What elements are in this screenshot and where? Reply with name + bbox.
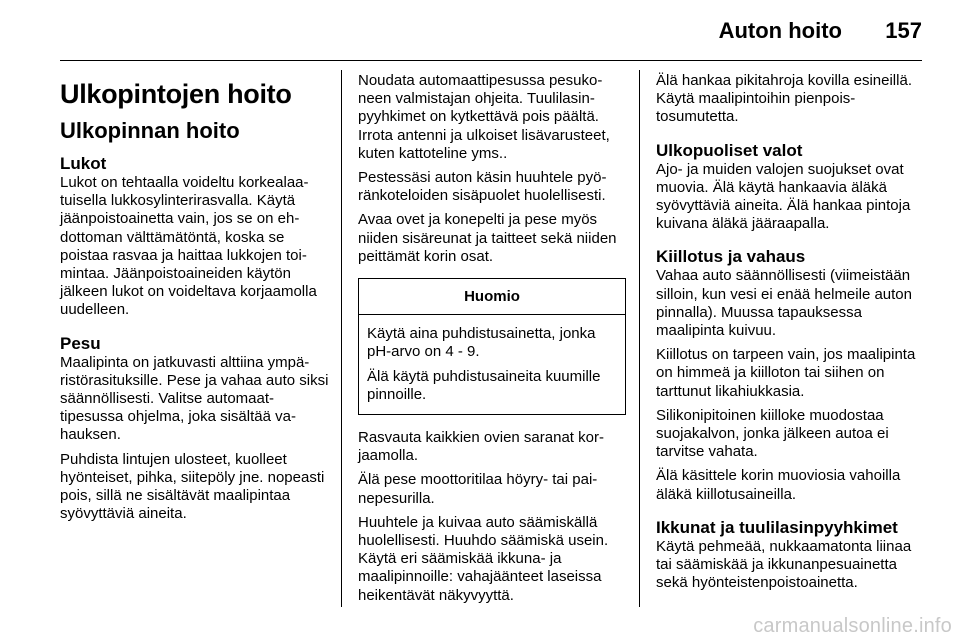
paragraph: Älä käsittele korin muoviosia vahoilla äläkä kiillotusaineilla. (656, 467, 901, 503)
watermark-text: carmanualsonline.info (753, 615, 952, 637)
page-number: 157 (885, 18, 922, 43)
paragraph: Pestessäsi auton käsin huuhtele pyöränkoteloiden sisäpuolet huolellisesti. (358, 169, 607, 205)
paragraph: Käytä pehmeää, nukkaamatonta liinaa tai säämiskää ja ikkunanpesuainetta sekä hyönteistenpoistoainetta. (656, 537, 912, 592)
notice-title: Huomio (359, 279, 625, 315)
subheading-ikkunat-ja-tuulilasinpyyhkimet: Ikkunat ja tuulilasinpyyhkimet (656, 517, 898, 537)
subheading-pesu: Pesu (60, 333, 101, 353)
column-divider-1 (341, 70, 342, 607)
paragraph: Puhdista lintujen ulosteet, kuolleet hyönteiset, pihka, siitepöly jne. nopeasti pois, sillä ne sisältävät maalipintaa syövyttäviä aineita. (60, 450, 325, 523)
subheading-lukot: Lukot (60, 154, 107, 173)
notice-box (358, 278, 626, 415)
paragraph: Avaa ovet ja konepelti ja pese myös niiden sisäreunat ja taitteet sekä niiden peittämät korin osat. (358, 211, 617, 265)
paragraph: Kiillotus on tarpeen vain, jos maalipinta on himmeä ja kiilloton tai siihen on tarttunut likahiukkasia. (656, 346, 916, 400)
section-heading: Ulkopinnan hoito (60, 118, 240, 143)
paragraph: Rasvauta kaikkien ovien saranat korjaamolla. (358, 429, 604, 465)
paragraph: Älä pese moottoritilaa höyry- tai painepesurilla. (358, 471, 598, 507)
chapter-heading: Ulkopintojen hoito (60, 79, 292, 109)
column-1 (60, 72, 330, 529)
header-title: Auton hoito (718, 18, 842, 43)
paragraph: Huuhtele ja kuivaa auto säämiskällä huolellisesti. Huuhdo säämiskä usein. Käytä eri säämiskää ikkuna- ja maalipinnoille: vahajäänteet laseissa heikentävät näkyvyyttä. (358, 513, 609, 604)
paragraph: Vahaa auto säännöllisesti (viimeistään silloin, kun vesi ei enää helmeile auton pinnalla). Muussa tapauksessa maalipinta kuivuu. (656, 267, 912, 340)
notice-paragraph: Käytä aina puhdistusainetta, jonka pH-arvo on 4 - 9. (367, 325, 596, 361)
subheading-ulkopuoliset-valot: Ulkopuoliset valot (656, 140, 803, 160)
notice-paragraph: Älä käytä puhdistusaineita kuumille pinnoille. (367, 367, 601, 403)
notice-body (359, 315, 625, 414)
subheading-kiillotus-ja-vahaus: Kiillotus ja vahaus (656, 247, 806, 267)
paragraph: Silikonipitoinen kiilloke muodostaa suojakalvon, jonka jälkeen autoa ei tarvitse vahata. (656, 406, 889, 461)
paragraph: Noudata automaattipesussa pesukoneen valmistajan ohjeita. Tuulilasinpyyhkimet on kytkettävä pois päältä. Irrota antenni ja ulkoiset lisävarusteet, kuten kattoteline yms.. (358, 72, 610, 162)
paragraph: Maalipinta on jatkuvasti alttiina ympäristörasituksille. Pese ja vahaa auto siksi säännöllisesti. Valitse automaattipesussa ohjelma, joka sisältää vahauksen. (60, 353, 329, 444)
paragraph: Ajo- ja muiden valojen suojukset ovat muovia. Älä käytä hankaavia äläkä syövyttäviä aineita. Älä hankaa pintoja kuivana äläkä jääraapalla. (656, 160, 911, 233)
column-divider-2 (639, 70, 640, 607)
paragraph: Älä hankaa pikitahroja kovilla esineillä. Käytä maalipintoihin pienpoistosumutetta. (656, 72, 912, 126)
paragraph: Lukot on tehtaalla voideltu korkealaatuisella lukkosylinterirasvalla. Käytä jäänpoistoainetta vain, jos se on ehdottoman välttämätöntä, koska se poistaa rasvaa ja haittaa lukkojen toimintaa. Jäänpoistoaineiden käytön jälkeen lukot on voideltava korjaamolla uudelleen. (60, 174, 317, 319)
column-2 (358, 72, 626, 611)
column-3 (656, 72, 926, 598)
header-rule (60, 60, 922, 61)
